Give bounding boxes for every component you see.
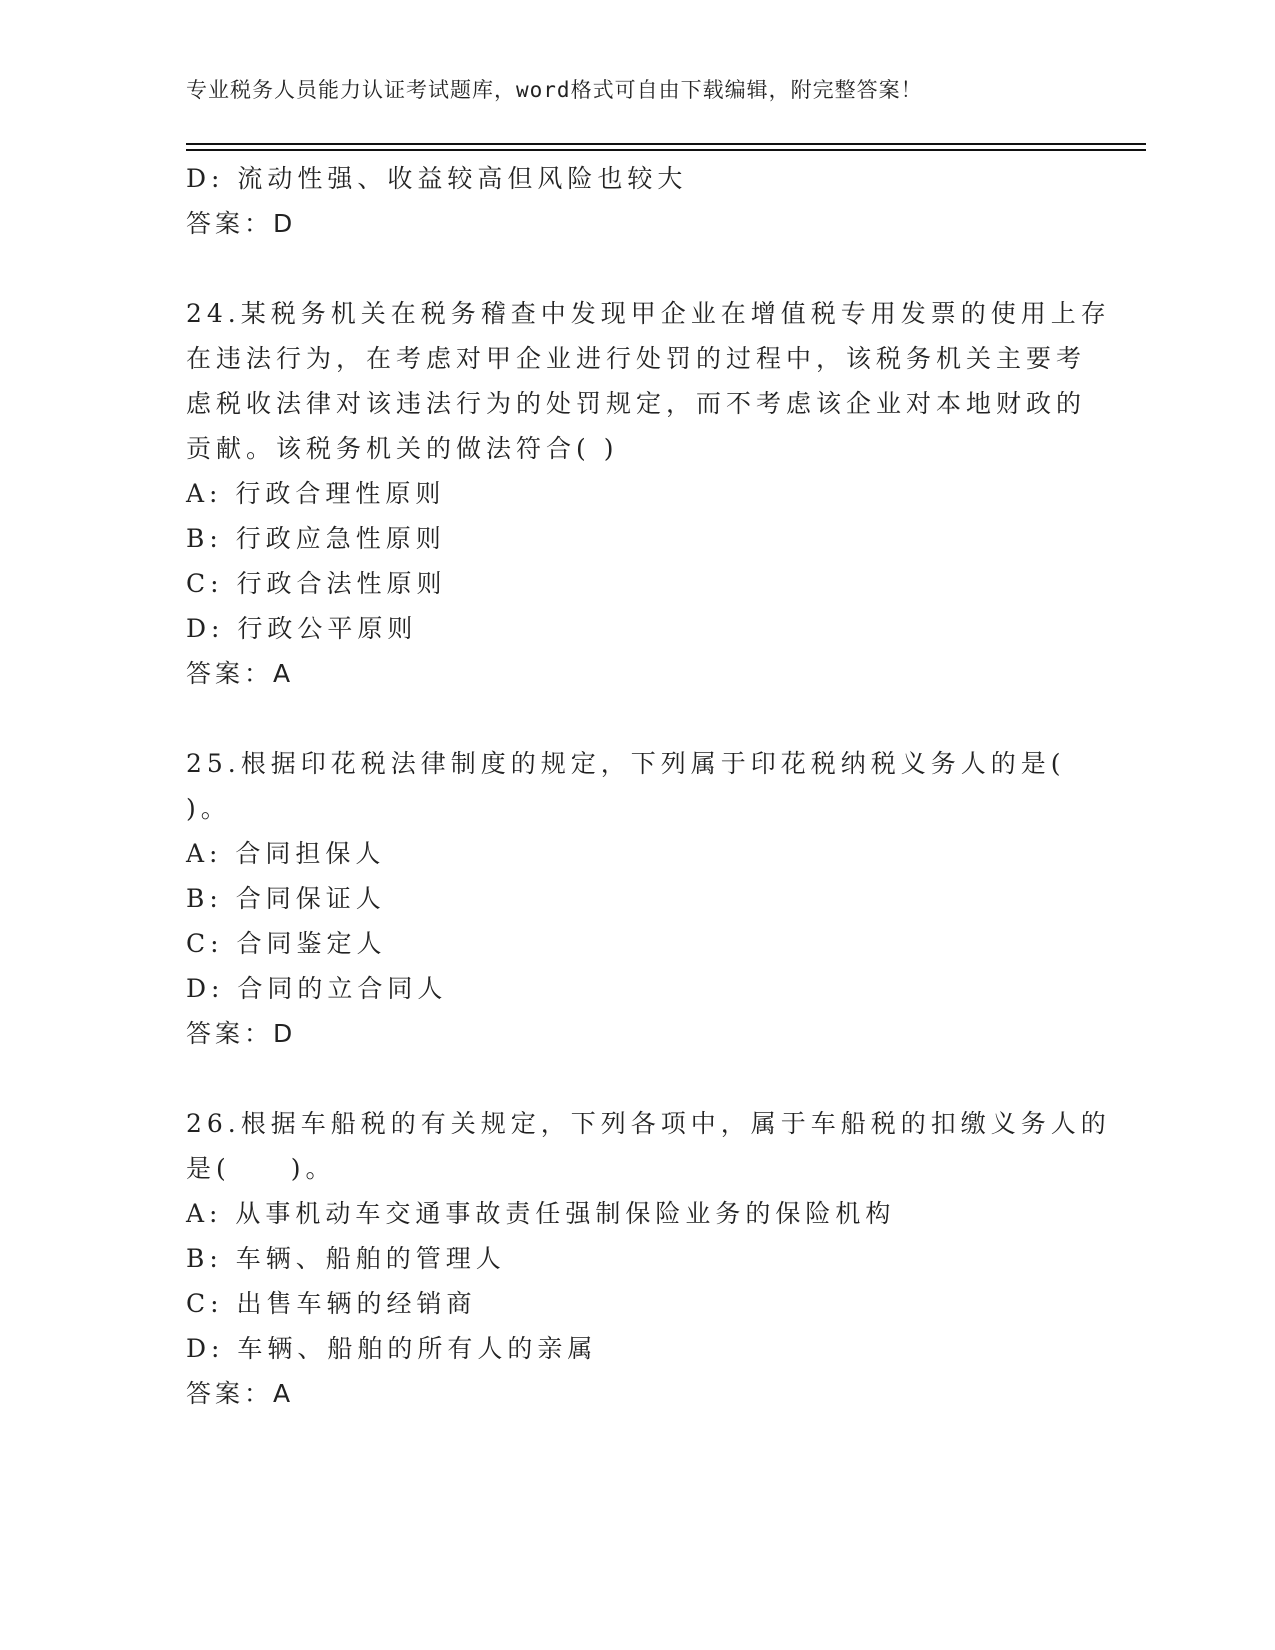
- option-a: A: 从事机动车交通事故责任强制保险业务的保险机构: [186, 1199, 896, 1228]
- option-c: C: 出售车辆的经销商: [186, 1289, 477, 1318]
- spacer: [186, 696, 1066, 741]
- spacer: [186, 246, 1066, 291]
- question-stem-line: 24.某税务机关在税务稽查中发现甲企业在增值税专用发票的使用上存: [186, 299, 1111, 328]
- question-stem-line: 26.根据车船税的有关规定，下列各项中，属于车船税的扣缴义务人的: [186, 1109, 1111, 1138]
- document-body: [186, 156, 1111, 1416]
- answer: 答案：D: [186, 209, 297, 238]
- option-a: A: 合同担保人: [186, 839, 386, 868]
- question-26: [186, 1101, 1111, 1416]
- question-stem-line: 贡献。该税务机关的做法符合( ): [186, 434, 619, 463]
- question-stem-line: 在违法行为，在考虑对甲企业进行处罚的过程中，该税务机关主要考: [186, 344, 1087, 373]
- option-b: B: 行政应急性原则: [186, 524, 446, 553]
- answer: 答案：D: [186, 1019, 297, 1048]
- question-stem-line: 虑税收法律对该违法行为的处罚规定，而不考虑该企业对本地财政的: [186, 389, 1087, 418]
- option-c: C: 行政合法性原则: [186, 569, 447, 598]
- question-stem-line: )。: [186, 794, 231, 823]
- option-b: B: 合同保证人: [186, 884, 386, 913]
- option-d: D: 车辆、船舶的所有人的亲属: [186, 1334, 598, 1363]
- answer: 答案：A: [186, 659, 295, 688]
- option-d: D: 流动性强、收益较高但风险也较大: [186, 164, 688, 193]
- answer: 答案：A: [186, 1379, 295, 1408]
- question-stem-line: 25.根据印花税法律制度的规定，下列属于印花税纳税义务人的是(: [186, 749, 1066, 778]
- header-rule-bottom: [186, 149, 1146, 151]
- option-c: C: 合同鉴定人: [186, 929, 387, 958]
- header-rule-top: [186, 143, 1146, 145]
- question-stem-line: 是( )。: [186, 1154, 336, 1183]
- option-b: B: 车辆、船舶的管理人: [186, 1244, 506, 1273]
- page-header: 专业税务人员能力认证考试题库，word格式可自由下载编辑，附完整答案！: [186, 78, 923, 102]
- option-d: D: 合同的立合同人: [186, 974, 448, 1003]
- option-a: A: 行政合理性原则: [186, 479, 446, 508]
- option-d: D: 行政公平原则: [186, 614, 418, 643]
- spacer: [186, 1056, 1066, 1101]
- question-24: [186, 291, 1111, 696]
- question-25: [186, 741, 1066, 1056]
